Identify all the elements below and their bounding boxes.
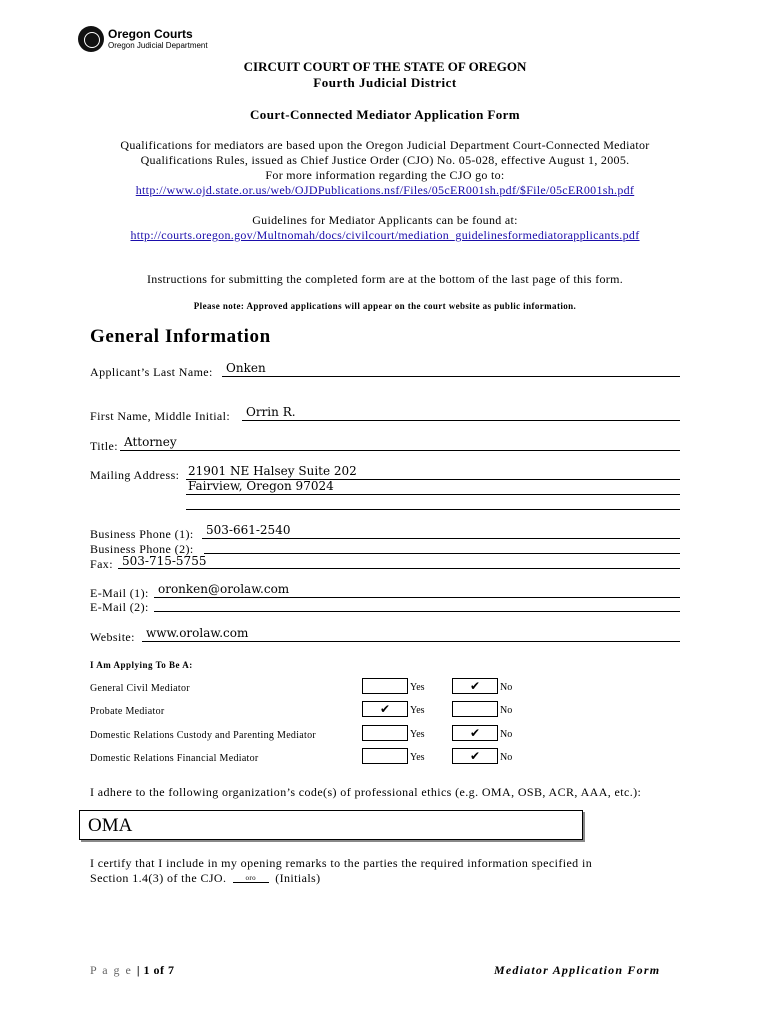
ethics-value: OMA bbox=[88, 815, 133, 836]
phone-1-value: 503-661-2540 bbox=[206, 523, 291, 537]
ethics-input[interactable] bbox=[79, 810, 583, 840]
court-heading: CIRCUIT COURT OF THE STATE OF OREGON bbox=[243, 59, 527, 74]
yes-label: Yes bbox=[410, 705, 425, 716]
email-2-label: E-Mail (2): bbox=[90, 600, 149, 614]
title-field[interactable] bbox=[120, 450, 680, 451]
applying-row-label: Domestic Relations Custody and Parenting Mediator bbox=[90, 730, 317, 741]
title-label: Title: bbox=[90, 439, 118, 453]
address-label: Mailing Address: bbox=[90, 468, 180, 482]
page-word: P a g e bbox=[90, 963, 133, 977]
yes-label: Yes bbox=[410, 729, 425, 740]
general-info-title: General Information bbox=[90, 326, 271, 347]
page-number: | 1 of 7 bbox=[136, 963, 175, 977]
last-name-label: Applicant’s Last Name: bbox=[90, 365, 213, 379]
certify-suffix: (Initials) bbox=[275, 871, 321, 885]
phone-1-label: Business Phone (1): bbox=[90, 527, 194, 541]
form-title: Court-Connected Mediator Application Form bbox=[250, 107, 520, 122]
financial-no-checkbox[interactable]: ✔ bbox=[452, 748, 498, 764]
applying-title: I Am Applying To Be A: bbox=[90, 660, 193, 670]
first-name-label: First Name, Middle Initial: bbox=[90, 409, 231, 423]
email-1-field[interactable] bbox=[154, 597, 680, 598]
last-name-field[interactable] bbox=[222, 376, 680, 377]
general-civil-no-checkbox[interactable]: ✔ bbox=[452, 678, 498, 694]
ethics-label: I adhere to the following organization’s code(s) of professional ethics (e.g. OMA, OSB, ACR, AAA, etc.): bbox=[90, 785, 642, 799]
probate-yes-checkbox[interactable]: ✔ bbox=[362, 701, 408, 717]
guidelines-text: Guidelines for Mediator Applicants can be found at: bbox=[252, 213, 518, 227]
general-civil-yes-checkbox[interactable] bbox=[362, 678, 408, 694]
first-name-value: Orrin R. bbox=[246, 405, 296, 419]
title-value: Attorney bbox=[124, 435, 177, 449]
no-label: No bbox=[500, 729, 513, 740]
email-1-label: E-Mail (1): bbox=[90, 586, 149, 600]
financial-yes-checkbox[interactable] bbox=[362, 748, 408, 764]
phone-1-field[interactable] bbox=[202, 538, 680, 539]
first-name-field[interactable] bbox=[242, 420, 680, 421]
district-heading: Fourth Judicial District bbox=[313, 75, 457, 90]
intro-line-2: Qualifications Rules, issued as Chief Justice Order (CJO) No. 05-028, effective August 1, 2005. bbox=[140, 153, 630, 167]
certify-line-2 bbox=[90, 871, 321, 886]
yes-label: Yes bbox=[410, 682, 425, 693]
address-line-2[interactable] bbox=[186, 494, 680, 495]
fax-value: 503-715-5755 bbox=[122, 554, 207, 568]
page-indicator bbox=[90, 963, 175, 978]
no-label: No bbox=[500, 682, 513, 693]
applying-row-label: Domestic Relations Financial Mediator bbox=[90, 753, 259, 764]
no-label: No bbox=[500, 705, 513, 716]
custody-yes-checkbox[interactable] bbox=[362, 725, 408, 741]
guidelines-link[interactable]: http://courts.oregon.gov/Multnomah/docs/civilcourt/mediation_guidelinesformediatorapplicants.pdf bbox=[130, 228, 640, 242]
logo-subtitle: Oregon Judicial Department bbox=[108, 41, 208, 50]
oregon-courts-logo bbox=[78, 26, 208, 56]
fax-label: Fax: bbox=[90, 557, 113, 571]
fax-field[interactable] bbox=[118, 568, 680, 569]
custody-no-checkbox[interactable]: ✔ bbox=[452, 725, 498, 741]
no-label: No bbox=[500, 752, 513, 763]
court-seal-icon bbox=[78, 26, 104, 52]
address-2-value: Fairview, Oregon 97024 bbox=[188, 479, 334, 493]
website-value: www.orolaw.com bbox=[146, 626, 249, 640]
probate-no-checkbox[interactable] bbox=[452, 701, 498, 717]
applying-row-label: General Civil Mediator bbox=[90, 683, 190, 694]
intro-line-3: For more information regarding the CJO go to: bbox=[265, 168, 505, 182]
footer-form-name: Mediator Application Form bbox=[494, 963, 661, 977]
phone-2-label: Business Phone (2): bbox=[90, 542, 194, 556]
email-2-field[interactable] bbox=[154, 611, 680, 612]
certify-line-1: I certify that I include in my opening remarks to the parties the required information specified in bbox=[90, 856, 593, 870]
instructions-text: Instructions for submitting the completed form are at the bottom of the last page of this form. bbox=[146, 272, 624, 286]
website-field[interactable] bbox=[142, 641, 680, 642]
last-name-value: Onken bbox=[226, 361, 266, 375]
cjo-link[interactable]: http://www.ojd.state.or.us/web/OJDPublications.nsf/Files/05cER001sh.pdf/$File/05cER001sh.pdf bbox=[135, 183, 635, 197]
applying-row-label: Probate Mediator bbox=[90, 706, 165, 717]
logo-name: Oregon Courts bbox=[108, 27, 193, 41]
email-1-value: oronken@orolaw.com bbox=[158, 582, 290, 596]
phone-2-field[interactable] bbox=[204, 553, 680, 554]
certify-prefix: Section 1.4(3) of the CJO. bbox=[90, 871, 227, 885]
initials-field[interactable]: oro bbox=[233, 874, 269, 883]
address-1-value: 21901 NE Halsey Suite 202 bbox=[188, 464, 357, 478]
website-label: Website: bbox=[90, 630, 135, 644]
public-info-note: Please note: Approved applications will appear on the court website as public information. bbox=[193, 301, 577, 311]
yes-label: Yes bbox=[410, 752, 425, 763]
intro-line-1: Qualifications for mediators are based upon the Oregon Judicial Department Court-Connected Mediator bbox=[120, 138, 650, 152]
address-line-3[interactable] bbox=[186, 509, 680, 510]
